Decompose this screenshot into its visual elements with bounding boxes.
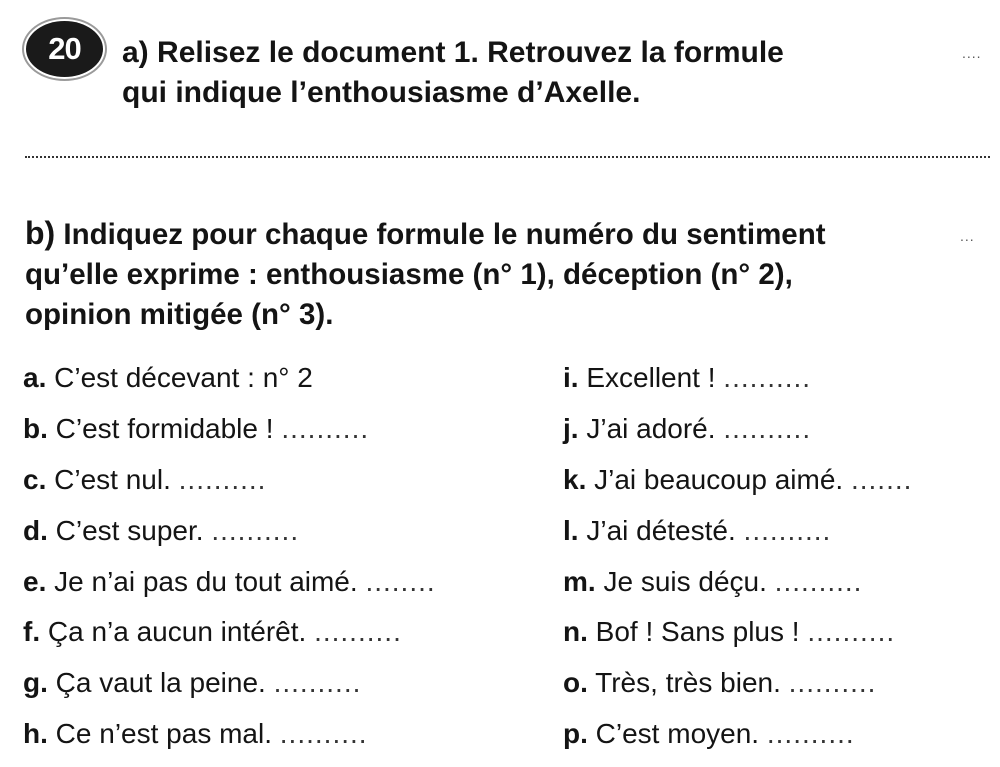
answer-blank[interactable]: .......... xyxy=(807,616,896,648)
answer-blank[interactable]: .......... xyxy=(723,362,812,393)
answer-blank[interactable]: ........ xyxy=(365,565,436,597)
item-text: C’est formidable ! xyxy=(55,412,274,444)
answer-dotted-line[interactable] xyxy=(25,156,990,158)
answer-blank[interactable]: .......... xyxy=(281,412,370,444)
answer-blank[interactable]: .......... xyxy=(743,514,832,546)
item-text: C’est moyen. xyxy=(595,718,760,750)
item-key: c. xyxy=(23,463,47,495)
answer-blank[interactable]: ....... xyxy=(850,463,913,495)
list-item xyxy=(23,614,436,665)
question-a xyxy=(122,33,892,113)
question-b xyxy=(25,213,960,335)
item-key: o. xyxy=(563,667,588,699)
item-text: Très, très bien. xyxy=(595,667,781,699)
question-b-line3: opinion mitigée (n° 3). xyxy=(25,298,334,331)
item-text: Bof ! Sans plus ! xyxy=(595,616,800,648)
answer-blank[interactable]: .......... xyxy=(774,565,863,597)
item-text: C’est super. xyxy=(55,514,204,546)
item-text: Je n’ai pas du tout aimé. xyxy=(54,565,358,597)
question-b-label: b) xyxy=(25,215,56,251)
item-text: Ce n’est pas mal. xyxy=(55,718,272,750)
exercise-number-badge: 20 xyxy=(26,21,103,77)
list-item xyxy=(23,716,436,767)
item-text: C’est décevant : n° 2 xyxy=(54,362,313,393)
item-text: J’ai adoré. xyxy=(586,412,716,444)
item-key: e. xyxy=(23,565,47,597)
item-key: m. xyxy=(563,565,596,597)
list-item xyxy=(563,665,912,716)
item-text: C’est nul. xyxy=(54,463,171,495)
list-item xyxy=(23,411,436,462)
item-key: j. xyxy=(563,412,579,444)
item-key: i. xyxy=(563,362,579,393)
list-item xyxy=(563,462,912,513)
item-text: Je suis déçu. xyxy=(603,565,767,597)
answer-blank[interactable]: .......... xyxy=(178,463,267,495)
list-item xyxy=(23,360,436,411)
answer-blank[interactable]: .......... xyxy=(766,718,855,750)
list-item xyxy=(563,716,912,767)
item-key: h. xyxy=(23,718,48,750)
item-key: p. xyxy=(563,718,588,750)
item-key: b. xyxy=(23,412,48,444)
answer-blank[interactable]: .......... xyxy=(314,616,402,648)
list-item xyxy=(563,564,912,615)
answer-blank[interactable]: .......... xyxy=(788,667,877,699)
question-a-line1: Relisez le document 1. Retrouvez la formule xyxy=(157,36,784,69)
answer-blank[interactable]: .......... xyxy=(273,667,362,699)
question-a-line2: qui indique l’enthousiasme d’Axelle. xyxy=(122,76,641,109)
item-key: k. xyxy=(563,463,587,495)
item-text: Ça n’a aucun intérêt. xyxy=(47,616,307,648)
item-key: a. xyxy=(23,362,47,393)
list-item xyxy=(23,564,436,615)
formula-list-right xyxy=(563,360,912,767)
answer-blank[interactable]: .......... xyxy=(723,412,812,444)
answer-blank[interactable]: .......... xyxy=(211,514,300,546)
item-text: Ça vaut la peine. xyxy=(55,667,266,699)
list-item xyxy=(563,513,912,564)
list-item xyxy=(23,462,436,513)
item-key: f. xyxy=(23,616,41,648)
item-text: Excellent ! xyxy=(586,362,716,393)
item-key: d. xyxy=(23,514,48,546)
page-edge-dots: ... xyxy=(960,228,975,244)
list-item xyxy=(563,411,912,462)
item-text: J’ai détesté. xyxy=(586,514,736,546)
list-item xyxy=(563,360,912,411)
item-text: J’ai beaucoup aimé. xyxy=(594,463,844,495)
formula-list-left xyxy=(23,360,436,767)
question-b-line1: Indiquez pour chaque formule le numéro du sentiment xyxy=(63,218,826,251)
list-item xyxy=(23,513,436,564)
question-b-line2: qu’elle exprime : enthousiasme (n° 1), déception (n° 2), xyxy=(25,258,793,291)
item-key: g. xyxy=(23,667,48,699)
question-a-label: a) xyxy=(122,36,149,69)
answer-blank[interactable]: .......... xyxy=(279,718,368,750)
item-key: n. xyxy=(563,616,588,648)
item-key: l. xyxy=(563,514,579,546)
list-item xyxy=(563,614,912,665)
page-edge-dots: .... xyxy=(962,45,982,61)
list-item xyxy=(23,665,436,716)
